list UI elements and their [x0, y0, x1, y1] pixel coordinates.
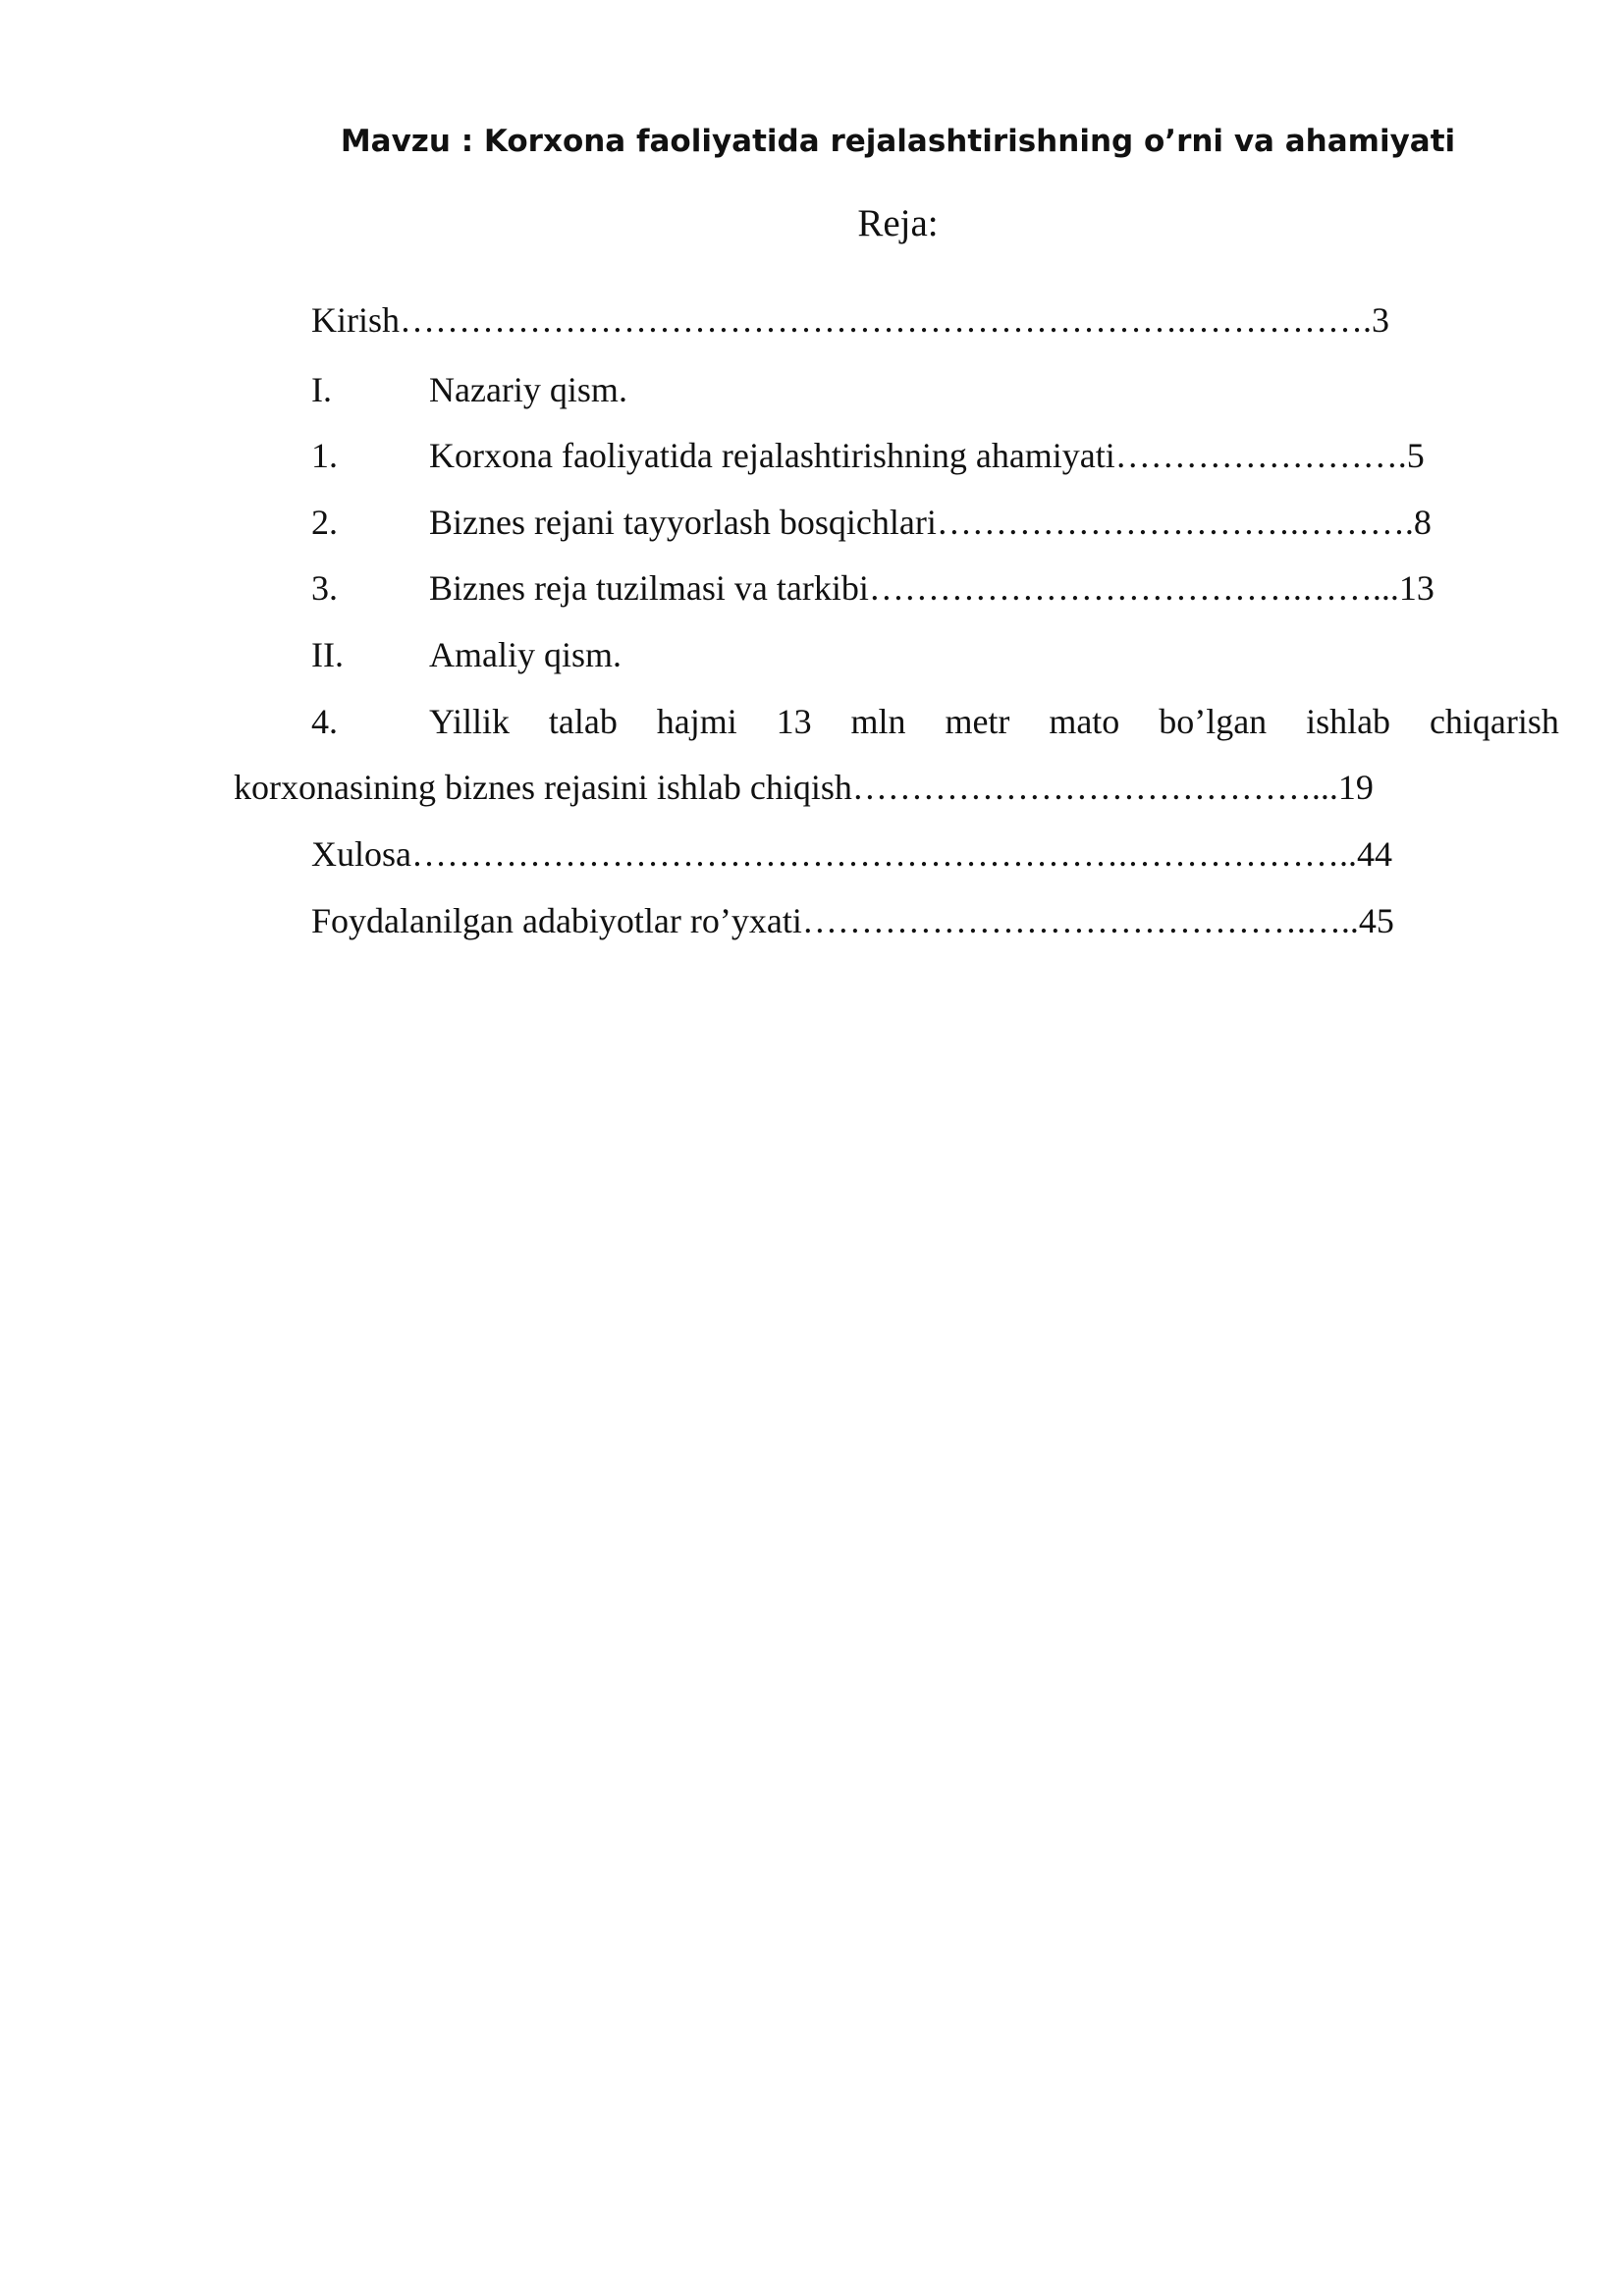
toc-entry-text: Xulosa…………………………………………………….………………..44	[311, 834, 1392, 874]
toc-section-label: Amaliy qism.	[429, 635, 622, 674]
toc-entry-xulosa	[311, 829, 1392, 879]
toc-entry-text: Foydalanilgan adabiyotlar ro’yxati…………………………………….…..45	[311, 901, 1394, 940]
toc-entry-word: metr	[945, 702, 1010, 741]
toc-entry-text: Biznes rejani tayyorlash bosqichlari………………………….……….8	[429, 503, 1432, 542]
toc-section-number: I.	[311, 370, 332, 409]
toc-entry-4-first-line	[429, 697, 1559, 746]
toc-entry-text: Korxona faoliyatida rejalashtirishning ahamiyati…………………….5	[429, 436, 1425, 475]
toc-entry-text: Biznes reja tuzilmasi va tarkibi……………………………….……...13	[429, 568, 1435, 608]
toc-entry-number: 1.	[311, 436, 338, 475]
toc-entry-adabiyotlar	[311, 896, 1394, 945]
toc-entry-kirish	[311, 295, 1389, 345]
toc-entry-word: Yillik	[429, 702, 511, 741]
toc-entry-4-continuation	[234, 763, 1374, 812]
toc-entry-word: bo’lgan	[1159, 702, 1268, 741]
toc-entry-word: ishlab	[1306, 702, 1391, 741]
toc-section-label: Nazariy qism.	[429, 370, 627, 409]
toc-entry-word: mato	[1049, 702, 1120, 741]
toc-entry-number: 3.	[311, 568, 338, 608]
toc-entry-number: 2.	[311, 503, 338, 542]
toc-entry-word: 13	[776, 702, 812, 741]
toc-section-number: II.	[311, 635, 344, 674]
toc-entry-text: Kirish………………………………………………………….…………….3	[311, 300, 1389, 340]
toc-entry-word: hajmi	[656, 702, 737, 741]
toc-entry-text: korxonasining biznes rejasini ishlab chiqish…………………………………...19	[234, 768, 1374, 807]
toc-entry-word: mln	[850, 702, 906, 741]
toc-entry-word: talab	[548, 702, 618, 741]
toc-entry-number: 4.	[311, 702, 338, 741]
plan-heading: Reja:	[857, 202, 939, 244]
document-title: Mavzu : Korxona faoliyatida rejalashtirishning o’rni va aһamiyati	[340, 124, 1456, 159]
toc-entry-word: chiqarish	[1429, 702, 1559, 741]
toc-entry-4-number-line	[311, 697, 338, 746]
